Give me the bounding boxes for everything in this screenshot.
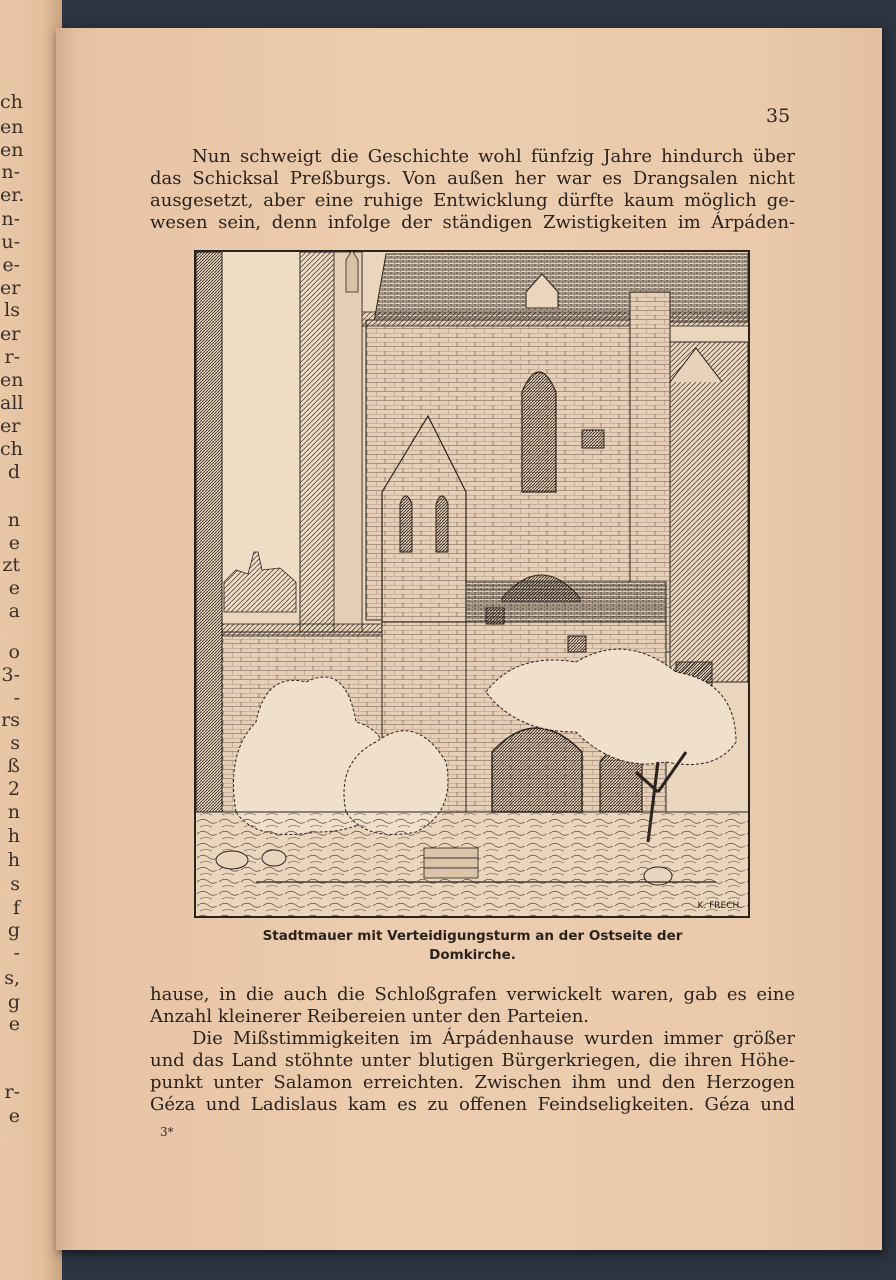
facing-page-fragment: g — [7, 991, 20, 1013]
page-number: 35 — [766, 105, 791, 127]
signature-mark: 3* — [160, 1125, 174, 1139]
facing-page-fragment: e- — [2, 254, 20, 276]
text-line: wesen sein, denn infolge der ständigen Zwistigkeiten im Árpáden- — [150, 212, 795, 233]
text-line: Nun schweigt die Geschichte wohl fünfzig Jahre hindurch über — [192, 146, 795, 167]
text-line: Anzahl kleinerer Reibereien unter den Parteien. — [150, 1006, 590, 1027]
facing-page-fragment: u- — [1, 231, 20, 253]
paragraph-intro — [150, 146, 795, 234]
facing-page-fragment: g — [7, 919, 20, 941]
facing-page-fragment: r- — [4, 346, 20, 368]
text-line: punkt unter Salamon erreichten. Zwischen ihm und den Herzogen — [150, 1072, 795, 1093]
facing-page-fragment: ch — [0, 91, 23, 113]
facing-page-fragment: f — [12, 897, 20, 919]
caption-line: Stadtmauer mit Verteidigungsturm an der Ostseite der — [262, 928, 683, 944]
facing-page-fragment: ß — [7, 755, 20, 777]
facing-page-fragment: r- — [4, 1081, 20, 1103]
artist-signature: K. FRECH. — [697, 901, 742, 911]
facing-page-fragment: 2 — [7, 778, 20, 800]
facing-page-fragment: ls — [4, 299, 20, 321]
facing-page-fragment: n- — [1, 161, 20, 183]
facing-page-fragment: n — [7, 801, 20, 823]
caption-line: Domkirche. — [429, 947, 516, 963]
text-line: ausgesetzt, aber eine ruhige Entwicklung dürfte kaum möglich ge- — [150, 190, 795, 211]
facing-page-fragment: n — [7, 509, 20, 531]
facing-page-fragment: ch — [0, 438, 23, 460]
paragraph-arpad-conflicts — [150, 1028, 795, 1116]
facing-page-fragment: er — [0, 277, 21, 299]
text-line: Géza und Ladislaus kam es zu offenen Feindseligkeiten. Géza und — [150, 1094, 795, 1115]
facing-page-fragment: a — [8, 600, 20, 622]
text-line: hause, in die auch die Schloßgrafen verwickelt waren, gab es eine — [150, 984, 795, 1005]
engraving-drawing — [196, 252, 748, 916]
facing-page-fragment: o — [8, 641, 20, 663]
facing-page-fragment: all — [0, 392, 24, 414]
paragraph-continued — [150, 984, 795, 1028]
illustration-city-wall — [194, 250, 750, 918]
facing-page-fragment: 3- — [1, 664, 20, 686]
facing-page-edge — [0, 0, 62, 1280]
facing-page-fragment: e — [8, 1105, 20, 1127]
text-line: Die Mißstimmigkeiten im Árpádenhause wurden immer größer — [192, 1028, 795, 1049]
facing-page-fragment: s — [10, 873, 20, 895]
facing-page-fragment: e — [8, 577, 20, 599]
facing-page-fragment: - — [13, 942, 20, 964]
facing-page-fragment: e — [8, 1013, 20, 1035]
facing-page-fragment: h — [7, 849, 20, 871]
facing-page-fragment: s, — [4, 967, 20, 989]
facing-page-fragment: er. — [0, 184, 25, 206]
facing-page-fragment: rs — [1, 709, 20, 731]
text-line: das Schicksal Preßburgs. Von außen her war es Drangsalen nicht — [150, 168, 795, 189]
facing-page-fragment: e — [8, 532, 20, 554]
facing-page-fragment: er — [0, 323, 21, 345]
facing-page-fragment: s — [10, 732, 20, 754]
facing-page-fragment: er — [0, 415, 21, 437]
text-line: und das Land stöhnte unter blutigen Bürgerkriegen, die ihren Höhe- — [150, 1050, 795, 1071]
facing-page-fragment: en — [0, 139, 24, 161]
facing-page-fragment: zt — [2, 554, 20, 576]
figure-caption — [150, 927, 795, 965]
facing-page-fragment: h — [7, 825, 20, 847]
facing-page-fragment: - — [13, 687, 20, 709]
facing-page-fragment: en — [0, 116, 24, 138]
facing-page-fragment: d — [7, 461, 20, 483]
facing-page-fragment: en — [0, 369, 24, 391]
facing-page-fragment: n- — [1, 208, 20, 230]
